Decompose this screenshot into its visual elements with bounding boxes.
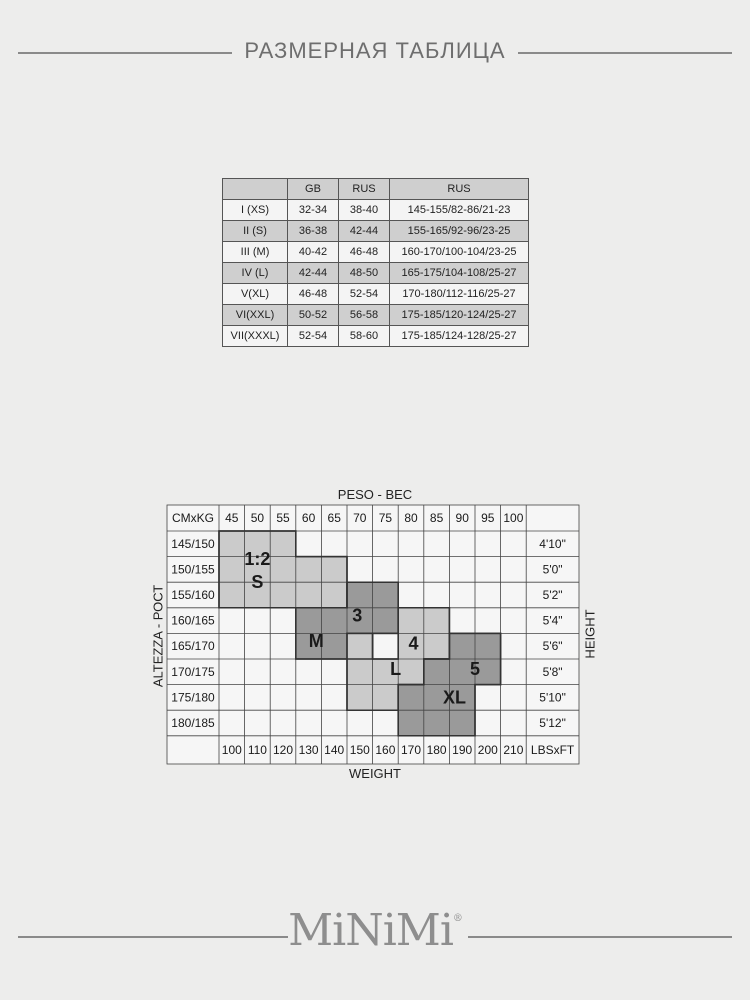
kg-tick-label: 85 [429, 511, 444, 525]
corner-lbsxft: LBSxFT [530, 742, 575, 757]
kg-tick-label: 90 [455, 511, 469, 525]
table-cell: 40-42 [288, 242, 339, 263]
cm-tick-label: 145/150 [171, 536, 215, 551]
table-cell: 32-34 [288, 200, 339, 221]
kg-tick-label: 60 [301, 511, 316, 525]
page-title: РАЗМЕРНАЯ ТАБЛИЦА [244, 38, 506, 63]
weight-kg-label: PESO - ВЕС [337, 487, 413, 502]
cm-tick-label: 155/160 [171, 588, 215, 602]
table-cell: 36-38 [288, 221, 339, 242]
ft-tick-label: 5'2" [542, 588, 563, 602]
size-table-header-cell: RUS [390, 179, 529, 200]
cm-tick-label: 170/175 [171, 664, 215, 679]
lbs-tick-label: 150 [349, 742, 370, 757]
lbs-tick-label: 110 [247, 742, 267, 757]
size-zone-number: 3 [352, 605, 363, 626]
size-zone-letter: M [308, 631, 324, 652]
lbs-tick-label: 160 [375, 742, 396, 757]
lbs-tick-label: 130 [298, 742, 319, 757]
table-cell: IV (L) [223, 263, 288, 284]
kg-tick-label: 95 [481, 511, 495, 525]
table-cell: 50-52 [288, 305, 339, 326]
table-cell: 42-44 [339, 221, 390, 242]
lbs-tick-label: 140 [324, 742, 345, 757]
table-cell: VII(XXXL) [223, 326, 288, 347]
table-cell: II (S) [223, 221, 288, 242]
table-cell: V(XL) [223, 284, 288, 305]
table-cell: 46-48 [339, 242, 390, 263]
table-cell: 165-175/104-108/25-27 [390, 263, 529, 284]
lbs-tick-label: 170 [400, 742, 422, 757]
table-cell: I (XS) [223, 200, 288, 221]
kg-tick-label: 80 [404, 511, 418, 525]
table-cell: 38-40 [339, 200, 390, 221]
cm-tick-label: 180/185 [171, 716, 215, 730]
kg-tick-label: 45 [225, 511, 239, 525]
ft-tick-label: 5'8" [542, 664, 563, 679]
table-cell: 145-155/82-86/21-23 [390, 200, 529, 221]
cm-tick-label: 165/170 [171, 639, 215, 654]
lbs-tick-label: 180 [426, 742, 447, 757]
table-cell: 56-58 [339, 305, 390, 326]
cm-tick-label: 150/155 [171, 562, 215, 577]
weight-lbs-label: WEIGHT [349, 766, 401, 781]
lbs-tick-label: 190 [452, 742, 473, 757]
ft-tick-label: 5'12" [539, 716, 566, 730]
table-cell: 160-170/100-104/23-25 [390, 242, 529, 263]
table-cell: 42-44 [288, 263, 339, 284]
table-cell: 175-185/120-124/25-27 [390, 305, 529, 326]
height-cm-label: ALTEZZA - РОСТ [150, 584, 166, 688]
size-zone-number: 4 [408, 633, 419, 654]
cm-tick-label: 160/165 [171, 613, 215, 628]
ft-tick-label: 5'6" [542, 639, 563, 654]
table-cell: 48-50 [339, 263, 390, 284]
lbs-tick-label: 210 [503, 742, 524, 757]
size-zone-letter: XL [443, 687, 467, 708]
size-table-header-cell: GB [288, 179, 339, 200]
ft-tick-label: 4'10" [539, 536, 566, 551]
cm-tick-label: 175/180 [171, 690, 215, 705]
table-cell: 58-60 [339, 326, 390, 347]
table-cell: 52-54 [339, 284, 390, 305]
size-zone-letter: L [390, 659, 402, 680]
table-cell: 46-48 [288, 284, 339, 305]
brand-logo-text: MiNiMi [288, 905, 453, 956]
kg-tick-label: 55 [276, 511, 290, 525]
kg-tick-label: 70 [353, 511, 367, 525]
kg-tick-label: 65 [327, 511, 341, 525]
size-zone-number: 5 [469, 659, 481, 680]
kg-tick-label: 75 [378, 511, 393, 525]
height-ft-label: HEIGHT [582, 609, 598, 659]
ft-tick-label: 5'4" [542, 613, 563, 628]
table-cell: 175-185/124-128/25-27 [390, 326, 529, 347]
brand-logo [0, 905, 750, 956]
table-cell: 155-165/92-96/23-25 [390, 221, 529, 242]
table-cell: 170-180/112-116/25-27 [390, 284, 529, 305]
lbs-tick-label: 120 [272, 742, 294, 757]
registered-mark: ® [452, 913, 462, 924]
corner-cmxkg: CMxKG [172, 511, 214, 525]
table-cell: 52-54 [288, 326, 339, 347]
table-cell: III (M) [223, 242, 288, 263]
kg-tick-label: 100 [503, 511, 524, 525]
ft-tick-label: 5'10" [539, 690, 566, 705]
size-zone-letter: S [251, 572, 264, 593]
size-zone-number: 1:2 [244, 549, 271, 570]
table-cell: VI(XXL) [223, 305, 288, 326]
kg-tick-label: 50 [250, 511, 265, 525]
ft-tick-label: 5'0" [542, 562, 563, 577]
size-table-header-cell: RUS [339, 179, 390, 200]
lbs-tick-label: 100 [221, 742, 242, 757]
lbs-tick-label: 200 [477, 742, 498, 757]
